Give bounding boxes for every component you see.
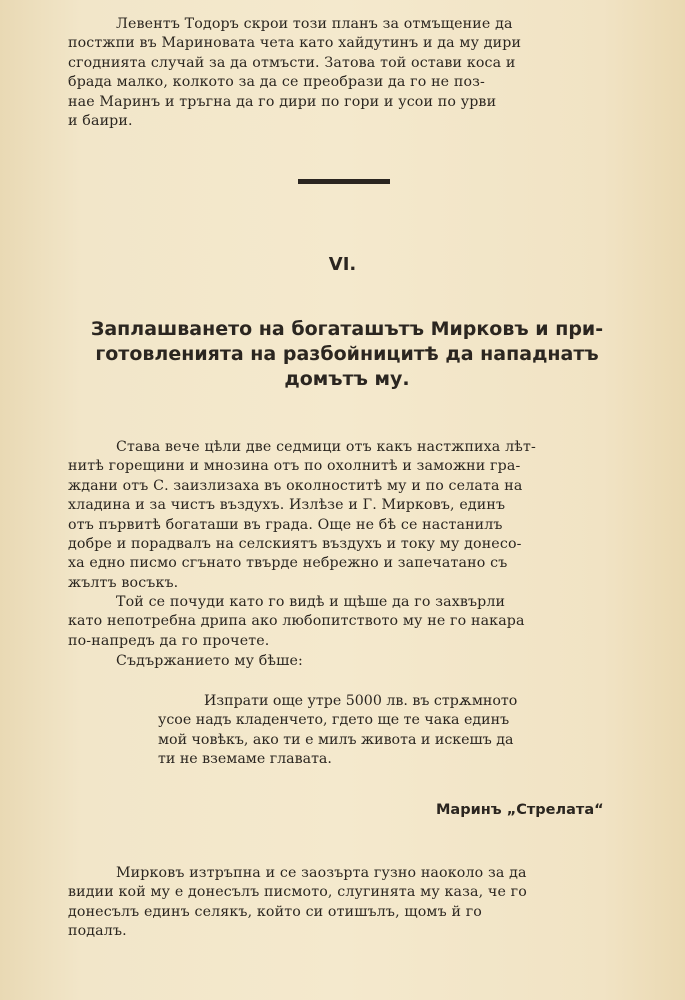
text-line: брада малко, колкото за да се преобрази да го не поз- — [68, 74, 486, 91]
text-line: сгоднията случай за да отмъсти. Затова той остави коса и — [68, 54, 516, 71]
text-line: нае Маринъ и тръгна да го дири по гори и усои по урви — [68, 93, 497, 110]
text-line: нитѣ горещини и мнозина отъ по охолнитѣ и заможни гра- — [68, 458, 521, 475]
text-line: по-напредъ да го прочете. — [68, 632, 270, 649]
text-line: ха едно писмо сгънато твърде небрежно и запечатано съ — [68, 555, 508, 572]
text-line: постжпи въ Мариновата чета като хайдутинъ и да му дири — [68, 35, 522, 52]
title-line: готовленията на разбойницитѣ да нападнатъ — [95, 343, 599, 365]
body-paragraph-1 — [68, 438, 618, 593]
text-line: отъ първитѣ богаташи въ града. Още не бѣ се настанилъ — [68, 516, 503, 533]
section-divider — [298, 179, 390, 184]
intro-paragraph — [68, 15, 618, 131]
body-paragraph-2 — [68, 593, 618, 651]
title-line: домътъ му. — [284, 368, 410, 390]
text-line: добре и порадвалъ на селскиятъ въздухъ и току му донесо- — [68, 536, 522, 553]
text-line: Съдържанието му бѣше: — [116, 653, 303, 669]
closing-paragraph — [68, 864, 618, 942]
text-line: хладина и за чистъ въздухъ. Излѣзе и Г. Мирковъ, единъ — [68, 497, 506, 514]
chapter-number: VI. — [328, 254, 357, 275]
text-line: подалъ. — [68, 923, 127, 940]
text-line: Той се почуди като го видѣ и щѣше да го захвърли — [116, 594, 506, 610]
title-line: Заплашването на богаташътъ Мирковъ и при- — [90, 318, 604, 340]
text-line: Става вече цѣли две седмици отъ какъ настжпиха лѣт- — [116, 439, 536, 455]
letter-signature: Маринъ „Стрелата“ — [436, 802, 604, 818]
text-line: жълтъ восъкъ. — [68, 574, 179, 591]
chapter-title — [62, 317, 632, 392]
text-line: Мирковъ изтръпна и се заозърта гузно наоколо за да — [116, 865, 527, 881]
letter-text — [158, 692, 618, 770]
letter-line: усое надъ кладенчето, гдето ще те чака единъ — [158, 712, 510, 729]
body-paragraph-3 — [68, 652, 618, 671]
text-line: видии кой му е донесълъ писмото, слугинята му каза, че го — [68, 884, 527, 901]
letter-line: Изпрати още утре 5000 лв. въ стрѫмното — [204, 693, 518, 709]
letter-line: ти не вземаме главата. — [158, 751, 332, 768]
letter-line: мой човѣкъ, ако ти е милъ живота и искешъ да — [158, 731, 514, 748]
text-line: и баири. — [68, 113, 133, 130]
text-line: донесълъ единъ селякъ, който си отишълъ, щомъ й го — [68, 903, 482, 920]
text-line: като непотребна дрипа ако любопитството му не го накара — [68, 613, 525, 630]
text-line: Левентъ Тодоръ скрои този планъ за отмъщение да — [116, 16, 513, 32]
text-line: ждани отъ С. заизлизаха въ околноститѣ му и по селата на — [68, 477, 523, 494]
